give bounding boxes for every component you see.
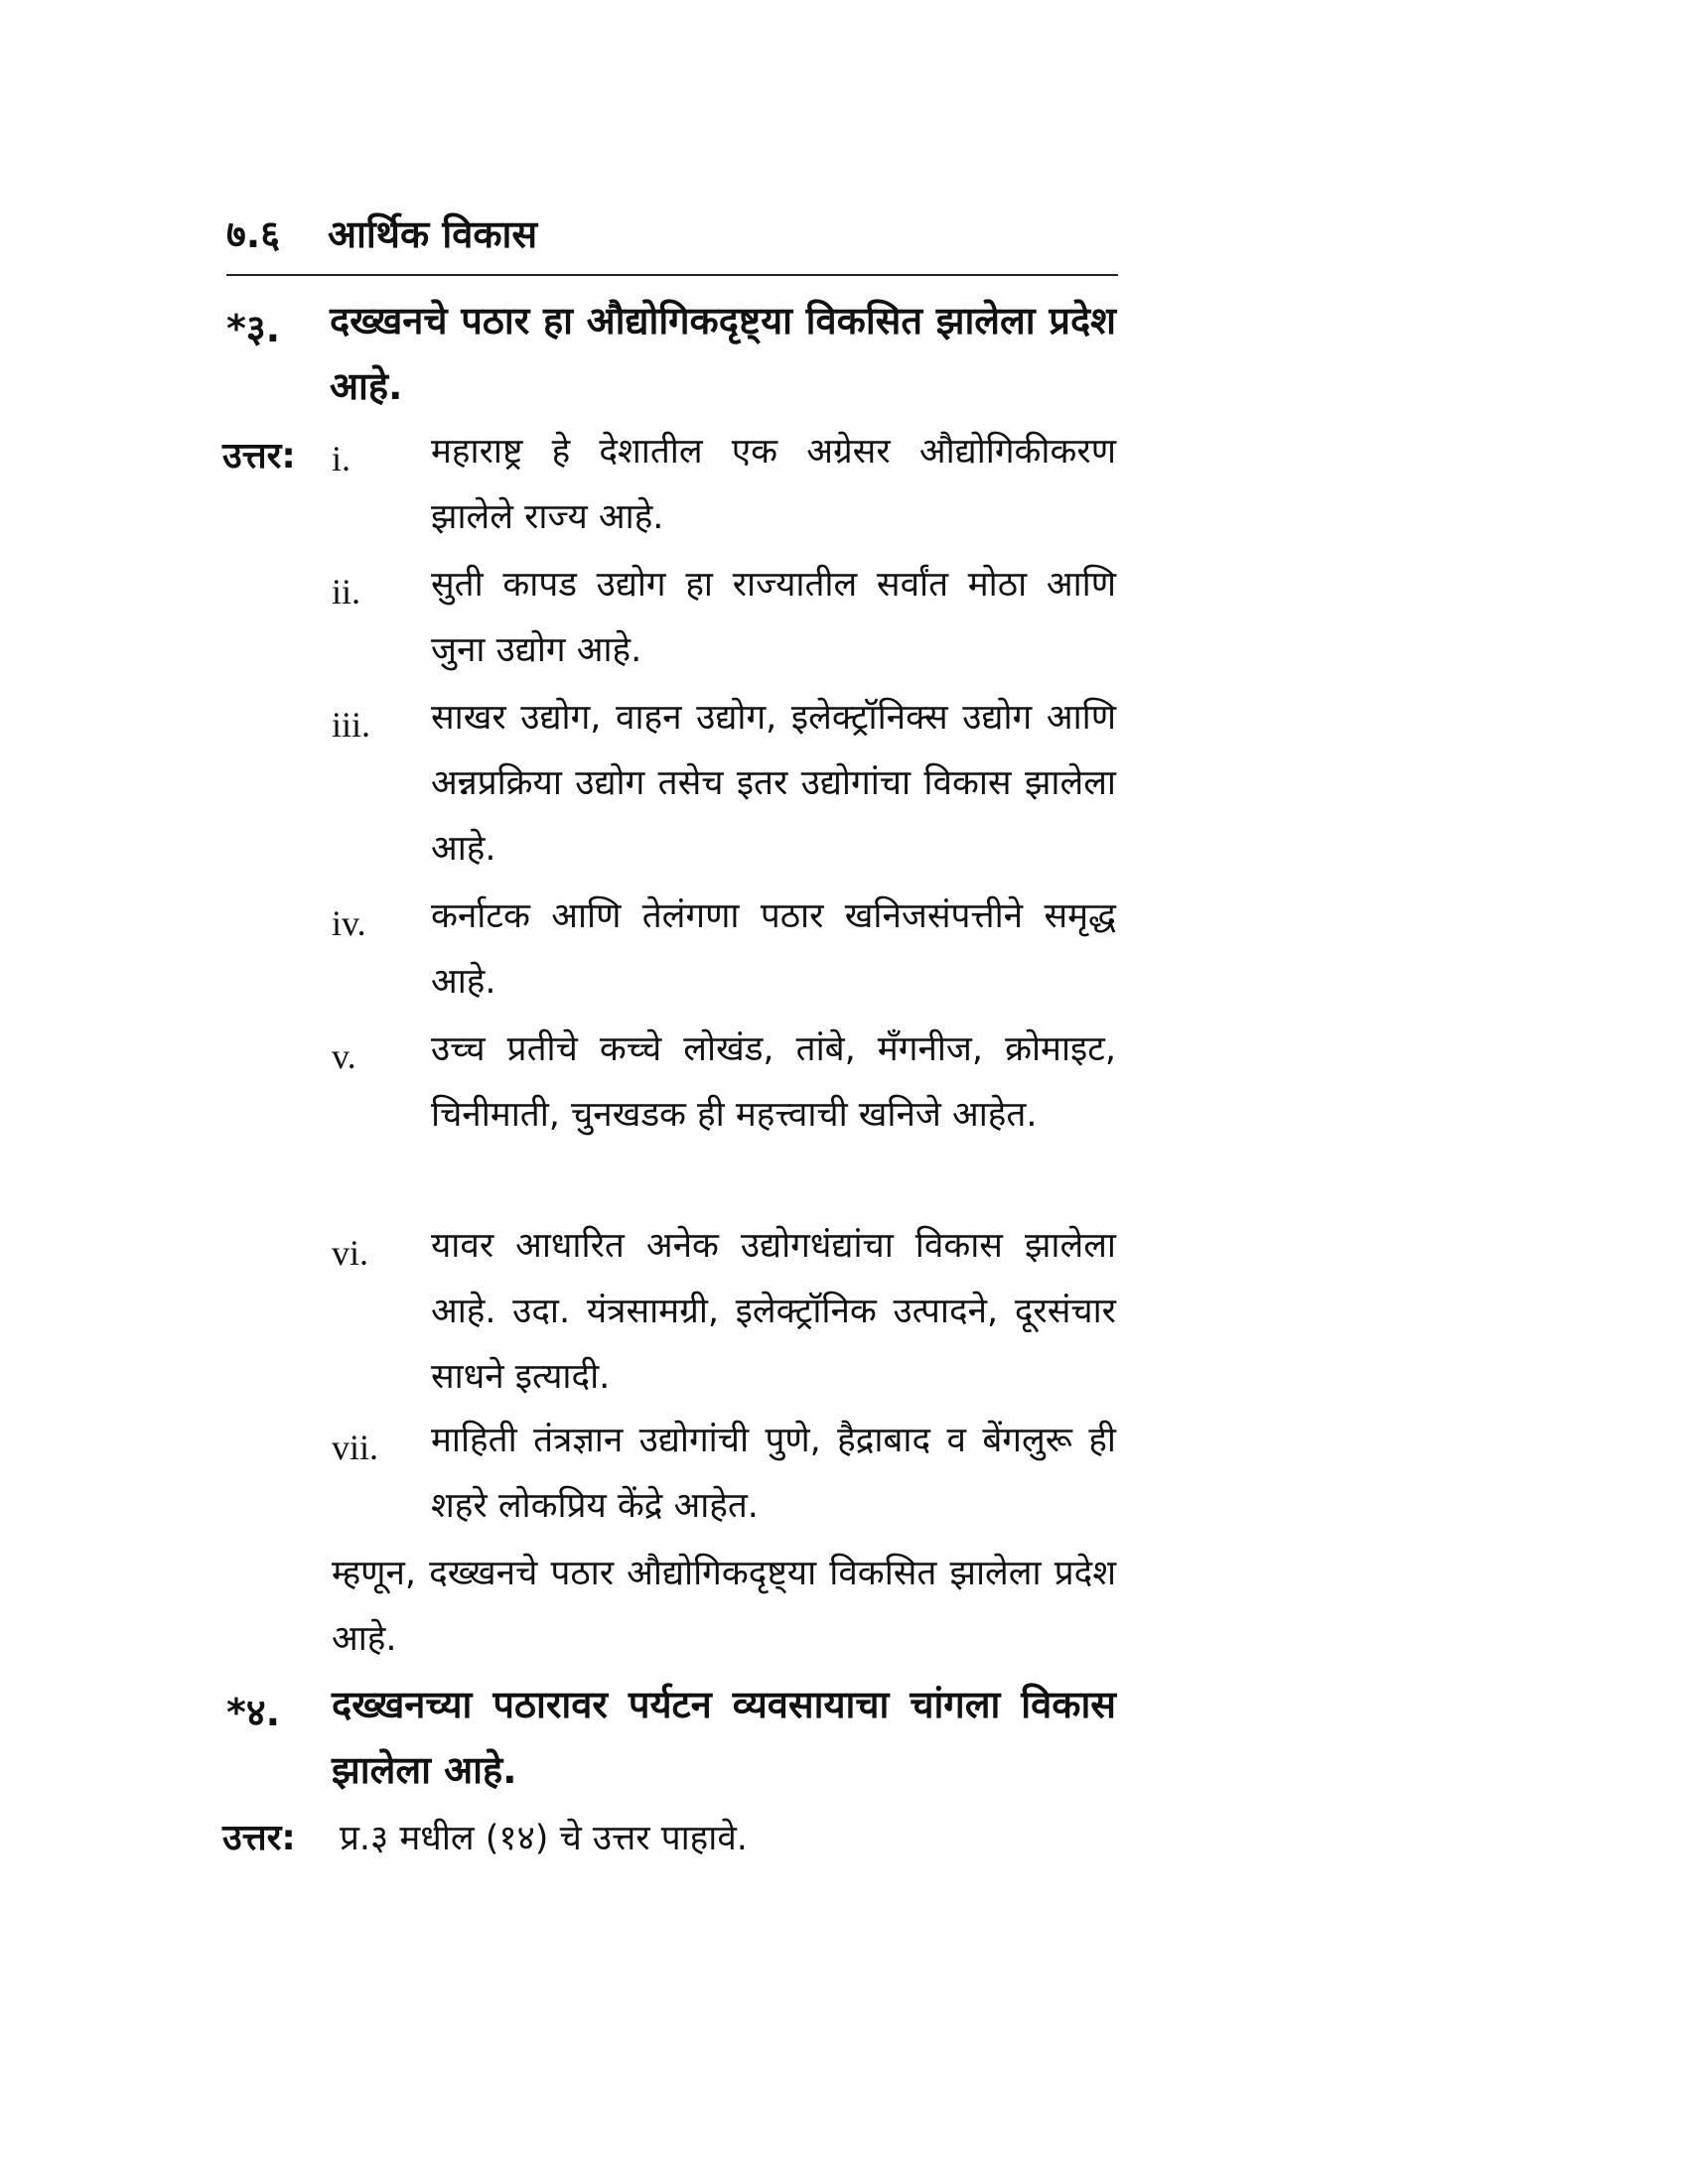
- answer-reference: प्र.३ मधील (१४) चे उत्तर पाहावे.: [340, 1819, 748, 1858]
- answer-point: यावर आधारित अनेक उद्योगधंद्यांचा विकास झालेला आहे. उदा. यंत्रसामग्री, इलेक्ट्रॉनिक उत्पादने, दूरसंचार साधने इत्यादी.: [431, 1226, 1116, 1397]
- point-number: ii.: [332, 572, 361, 612]
- answer-conclusion: म्हणून, दख्खनचे पठार औद्योगिकदृष्ट्या विकसित झालेला प्रदेश आहे.: [332, 1554, 1116, 1659]
- answer-point: कर्नाटक आणि तेलंगणा पठार खनिजसंपत्तीने समृद्ध आहे.: [431, 896, 1116, 1002]
- question-text: दख्खनचे पठार हा औद्योगिकदृष्ट्या विकसित झालेला प्रदेश आहे.: [330, 299, 1116, 408]
- question-number: *३.: [226, 307, 281, 350]
- question-number: *४.: [226, 1691, 281, 1734]
- answer-label: उत्तर:: [222, 1818, 296, 1858]
- answer-point: साखर उद्योग, वाहन उद्योग, इलेक्ट्रॉनिक्स उद्योग आणि अन्नप्रक्रिया उद्योग तसेच इतर उद्योगांचा विकास झालेला आहे.: [431, 698, 1116, 869]
- header-divider: [226, 274, 1118, 276]
- point-number: iv.: [332, 903, 366, 943]
- point-number: vi.: [332, 1233, 369, 1273]
- point-number: i.: [332, 439, 352, 478]
- answer-label: उत्तर:: [222, 436, 296, 477]
- question-text: दख्खनच्या पठारावर पर्यटन व्यवसायाचा चांगला विकास झालेला आहे.: [332, 1683, 1116, 1792]
- point-number: iii.: [332, 705, 371, 745]
- point-number: vii.: [332, 1428, 379, 1467]
- section-number: ७.६: [226, 212, 280, 256]
- section-header: [226, 208, 1120, 268]
- answer-point: उच्च प्रतीचे कच्चे लोखंड, तांबे, मँगनीज, क्रोमाइट, चिनीमाती, चुनखडक ही महत्त्वाची खनिजे आहेत.: [431, 1029, 1116, 1135]
- answer-point: माहिती तंत्रज्ञान उद्योगांची पुणे, हैद्राबाद व बेंगलुरू ही शहरे लोकप्रिय केंद्रे आहेत.: [431, 1421, 1116, 1526]
- answer-point: सुती कापड उद्योग हा राज्यातील सर्वांत मोठा आणि जुना उद्योग आहे.: [431, 565, 1116, 670]
- answer-point: महाराष्ट्र हे देशातील एक अग्रेसर औद्योगिकीकरण झालेले राज्य आहे.: [431, 432, 1116, 537]
- section-title: आर्थिक विकास: [328, 212, 538, 256]
- point-number: v.: [332, 1036, 356, 1076]
